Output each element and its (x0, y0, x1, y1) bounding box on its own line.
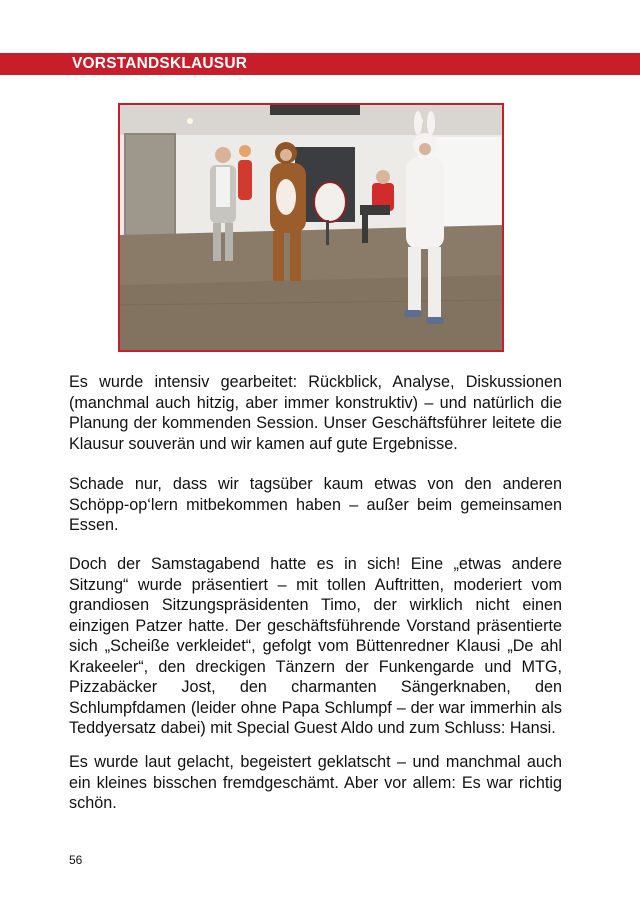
paragraph-4: Es wurde laut gelacht, begeistert geklatscht – und manchmal auch ein kleines bisschen fremdgeschämt. Aber vor allem: Es war richtig schön. (69, 753, 562, 812)
paragraph-1: Es wurde intensiv gearbeitet: Rückblick, Analyse, Diskussionen (manchmal auch hitzig, aber immer konstruktiv) – und natürlich die Planung der kommenden Session. Unser Geschäftsführer leitete die Klausur souverän und wir kamen auf gute Ergebnisse. (69, 373, 562, 453)
event-photo-illustration (120, 105, 502, 350)
section-header-bar (0, 53, 640, 75)
paragraph-2: Schade nur, dass wir tagsüber kaum etwas von den anderen Schöpp-op‘lern mitbekommen haben – außer beim gemeinsamen Essen. (69, 475, 562, 534)
section-title: VORSTANDSKLAUSUR (72, 55, 248, 72)
paragraph-3: Doch der Samstagabend hatte es in sich! Eine „etwas andere Sitzung“ wurde präsentiert – mit tollen Auftritten, moderiert vom grandiosen Sitzungspräsidenten Timo, der wirklich nicht einen einzigen Patzer hatte. Der geschäftsführende Vorstand präsentierte sich „Scheiße verkleidet“, gefolgt vom Büttenredner Klausi „De ahl Krakeeler“, den dreckigen Tänzern der Funkengarde und MTG, Pizzabäcker Jost, den charmanten Sängerknaben, den Schlumpfdamen (leider ohne Papa Schlumpf – der war immerhin als Teddyersatz dabei) mit Special Guest Aldo und zum Schluss: Hansi. (69, 555, 562, 737)
page-number: 56 (69, 853, 83, 867)
event-photo (118, 103, 504, 352)
